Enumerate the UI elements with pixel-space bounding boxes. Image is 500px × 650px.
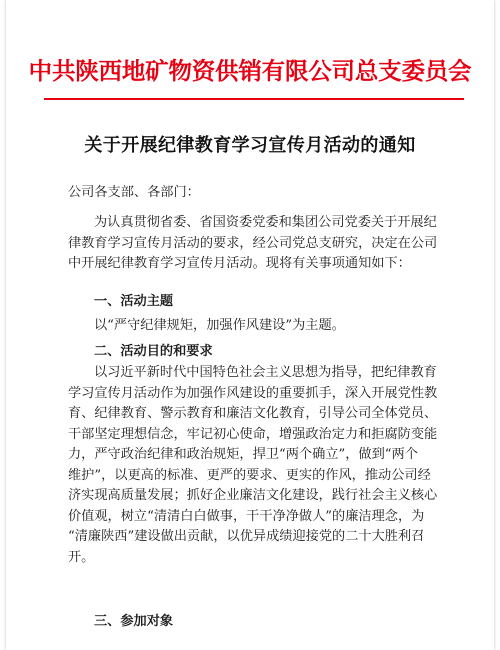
section-2-line: 济实现高质量发展；抓好企业廉洁文化建设，践行社会主义核心 xyxy=(68,488,438,503)
letterhead-org-name: 中共陕西地矿物资供销有限公司总支委员会 xyxy=(28,57,472,85)
section-1-text: 以“严守纪律规矩，加强作风建设”为主题。 xyxy=(94,318,345,333)
intro-line: 律教育学习宣传月活动的要求，经公司党总支研究，决定在公司 xyxy=(68,235,438,251)
section-2-heading: 二、活动目的和要求 xyxy=(94,344,213,359)
section-2-body xyxy=(68,363,458,568)
section-2-line: 以习近平新时代中国特色社会主义思想为指导，把纪律教育 xyxy=(94,365,437,380)
section-2-line: 干部坚定理想信念，牢记初心使命，增强政治定力和拒腐防变能 xyxy=(68,426,438,442)
section-2-line: 育、纪律教育、警示教育和廉洁文化教育，引导公司全体党员、 xyxy=(68,406,438,421)
section-2-line: 开。 xyxy=(68,549,95,565)
section-2-line: 维护”，以更高的标准、更严的要求、更实的作风，推动公司经 xyxy=(68,467,431,483)
section-3-heading: 三、参加对象 xyxy=(94,614,174,629)
section-2-line: “清廉陕西”建设做出贡献，以优异成绩迎接党的二十大胜利召 xyxy=(68,529,425,544)
section-2-line: 学习宣传月活动作为加强作风建设的重要抓手，深入开展党性教 xyxy=(68,385,438,401)
notice-title: 关于开展纪律教育学习宣传月活动的通知 xyxy=(84,135,416,156)
section-2-line: 价值观，树立“清清白白做事，干干净净做人”的廉洁理念，为 xyxy=(68,508,425,524)
intro-line: 为认真贯彻省委、省国资委党委和集团公司党委关于开展纪 xyxy=(94,215,437,230)
section-1-body xyxy=(68,316,458,337)
letterhead-red-rule xyxy=(44,98,464,100)
intro-paragraph xyxy=(68,213,458,275)
document-page xyxy=(6,0,494,650)
intro-line: 中开展纪律教育学习宣传月活动。现将有关事项通知如下： xyxy=(68,256,411,271)
section-2-line: 力，严守政治纪律和政治规矩，捍卫“两个确立”，做到“两个 xyxy=(68,447,418,462)
section-1-heading: 一、活动主题 xyxy=(94,294,174,309)
salutation: 公司各支部、各部门： xyxy=(68,185,200,200)
